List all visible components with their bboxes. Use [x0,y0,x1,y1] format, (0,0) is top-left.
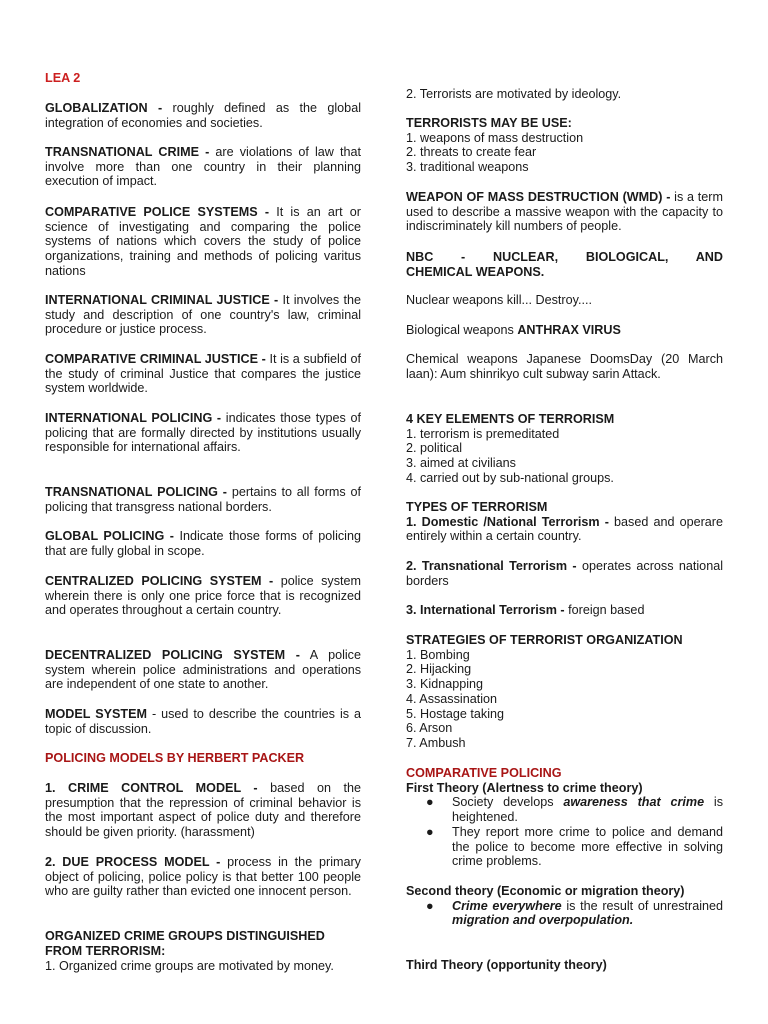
list-item: 2. threats to create fear [406,145,537,160]
definition-centralized-policing: CENTRALIZED POLICING SYSTEM - police system wherein there is only one price force that is recognized and operates throughout a certain country. [45,574,361,618]
list-item: 4. Assassination [406,691,498,706]
key-elements-section [406,412,723,486]
definition-comparative-police-systems: COMPARATIVE POLICE SYSTEMS - It is an art or science of investigating and comparing the police systems of nations which covers the study of police organizations, training and methods of policing varitus nations [45,205,361,278]
definition-transnational-policing: TRANSNATIONAL POLICING - pertains to all forms of policing that transgress national borders. [45,485,362,514]
nuclear-weapons-line: Nuclear weapons kill... Destroy.... [406,293,592,307]
list-item: ● Society develops awareness that crime is heightened. [426,795,723,825]
organized-crime-item-1: 1. Organized crime groups are motivated by money. [45,959,334,973]
key-elements-heading: 4 KEY ELEMENTS OF TERRORISM [406,412,615,426]
bullet-icon: ● [426,795,434,810]
list-item: 1. terrorism is premeditated [406,426,560,441]
chemical-weapons-line: Chemical weapons Japanese DoomsDay (20 March laan): Aum shinrikyo cult subway sarin Attack. [406,352,723,381]
strategies-heading: STRATEGIES OF TERRORIST ORGANIZATION [406,633,683,647]
second-theory-section [406,884,723,928]
list-item: 5. Hostage taking [406,706,505,721]
definition-international-policing: INTERNATIONAL POLICING - indicates those types of policing that are formally directed by institutions usually responsible for international affairs. [45,411,361,455]
nbc-heading: NBC - NUCLEAR, BIOLOGICAL, AND CHEMICAL WEAPONS. [406,250,723,279]
definition-global-policing: GLOBAL POLICING - Indicate those forms of policing that are fully global in scope. [45,529,361,558]
list-item: 6. Arson [406,721,453,736]
list-item: 4. carried out by sub-national groups. [406,470,614,485]
list-item: 3. traditional weapons [406,160,529,175]
strategies-section [406,633,723,751]
definition-decentralized-policing: DECENTRALIZED POLICING SYSTEM - A police system wherein police administrations and operations are independent of one state to another. [45,648,361,692]
organized-crime-item-2: 2. Terrorists are motivated by ideology. [406,87,622,101]
definition-international-criminal-justice: INTERNATIONAL CRIMINAL JUSTICE - It involves the study and description of one country's law, criminal procedure or justice process. [45,293,361,337]
type-international: 3. International Terrorism - foreign based [406,603,645,617]
definition-transnational-crime: TRANSNATIONAL CRIME - are violations of law that involve more than one country in their planning execution of impact. [45,145,362,189]
list-item: ● They report more crime to police and demand the police to become more effective in solving crime problems. [426,824,723,869]
second-theory-heading: Second theory (Economic or migration theory) [406,884,685,898]
biological-weapons-line: Biological weapons ANTHRAX VIRUS [406,323,621,337]
definition-wmd: WEAPON OF MASS DESTRUCTION (WMD) - is a term used to describe a massive weapon with the capacity to indiscriminately kill numbers of people. [406,190,723,234]
list-item: 2. political [406,441,463,456]
list-item: 3. Kidnapping [406,677,484,692]
terrorists-may-use-heading: TERRORISTS MAY BE USE: [406,116,572,130]
first-theory-heading: First Theory (Alertness to crime theory) [406,780,643,795]
third-theory-heading: Third Theory (opportunity theory) [406,958,607,972]
types-of-terrorism-section [406,500,723,544]
types-heading: TYPES OF TERRORISM [406,500,548,514]
comparative-policing-section [406,766,723,869]
second-theory-list [406,899,723,928]
crime-control-model: 1. CRIME CONTROL MODEL - based on the presumption that the repression of criminal behavior is the most important aspect of police duty and therefore should be given priority. (harassment) [45,781,361,840]
type-domestic: 1. Domestic /National Terrorism - based and operare entirely within a certain country. [406,514,723,544]
list-item: 2. Hijacking [406,662,472,677]
list-item: 7. Ambush [406,735,466,750]
type-transnational: 2. Transnational Terrorism - operates across national borders [406,559,723,588]
definition-model-system: MODEL SYSTEM - used to describe the countries is a topic of discussion. [45,707,362,736]
organized-crime-heading: ORGANIZED CRIME GROUPS DISTINGUISHED FROM TERRORISM: [45,929,325,958]
terrorists-may-use-section [406,116,723,175]
comparative-policing-heading: COMPARATIVE POLICING [406,766,562,780]
document-title: LEA 2 [45,71,81,85]
first-theory-list [406,795,723,869]
definition-comparative-criminal-justice: COMPARATIVE CRIMINAL JUSTICE - It is a subfield of the study of criminal Justice that compares the justice system worldwide. [45,352,361,396]
list-item: 3. aimed at civilians [406,456,516,471]
list-item: 1. weapons of mass destruction [406,130,584,145]
list-item: 1. Bombing [406,647,470,662]
packer-heading: POLICING MODELS BY HERBERT PACKER [45,751,305,765]
bullet-icon: ● [426,898,434,913]
list-item: ● Crime everywhere is the result of unrestrained migration and overpopulation. [426,898,724,928]
definition-globalization: GLOBALIZATION - roughly defined as the global integration of economies and societies. [45,101,361,130]
due-process-model: 2. DUE PROCESS MODEL - process in the primary object of policing, police policy is that better 100 people who are guilty rather than evicted one innocent person. [45,855,361,899]
bullet-icon: ● [426,824,434,839]
